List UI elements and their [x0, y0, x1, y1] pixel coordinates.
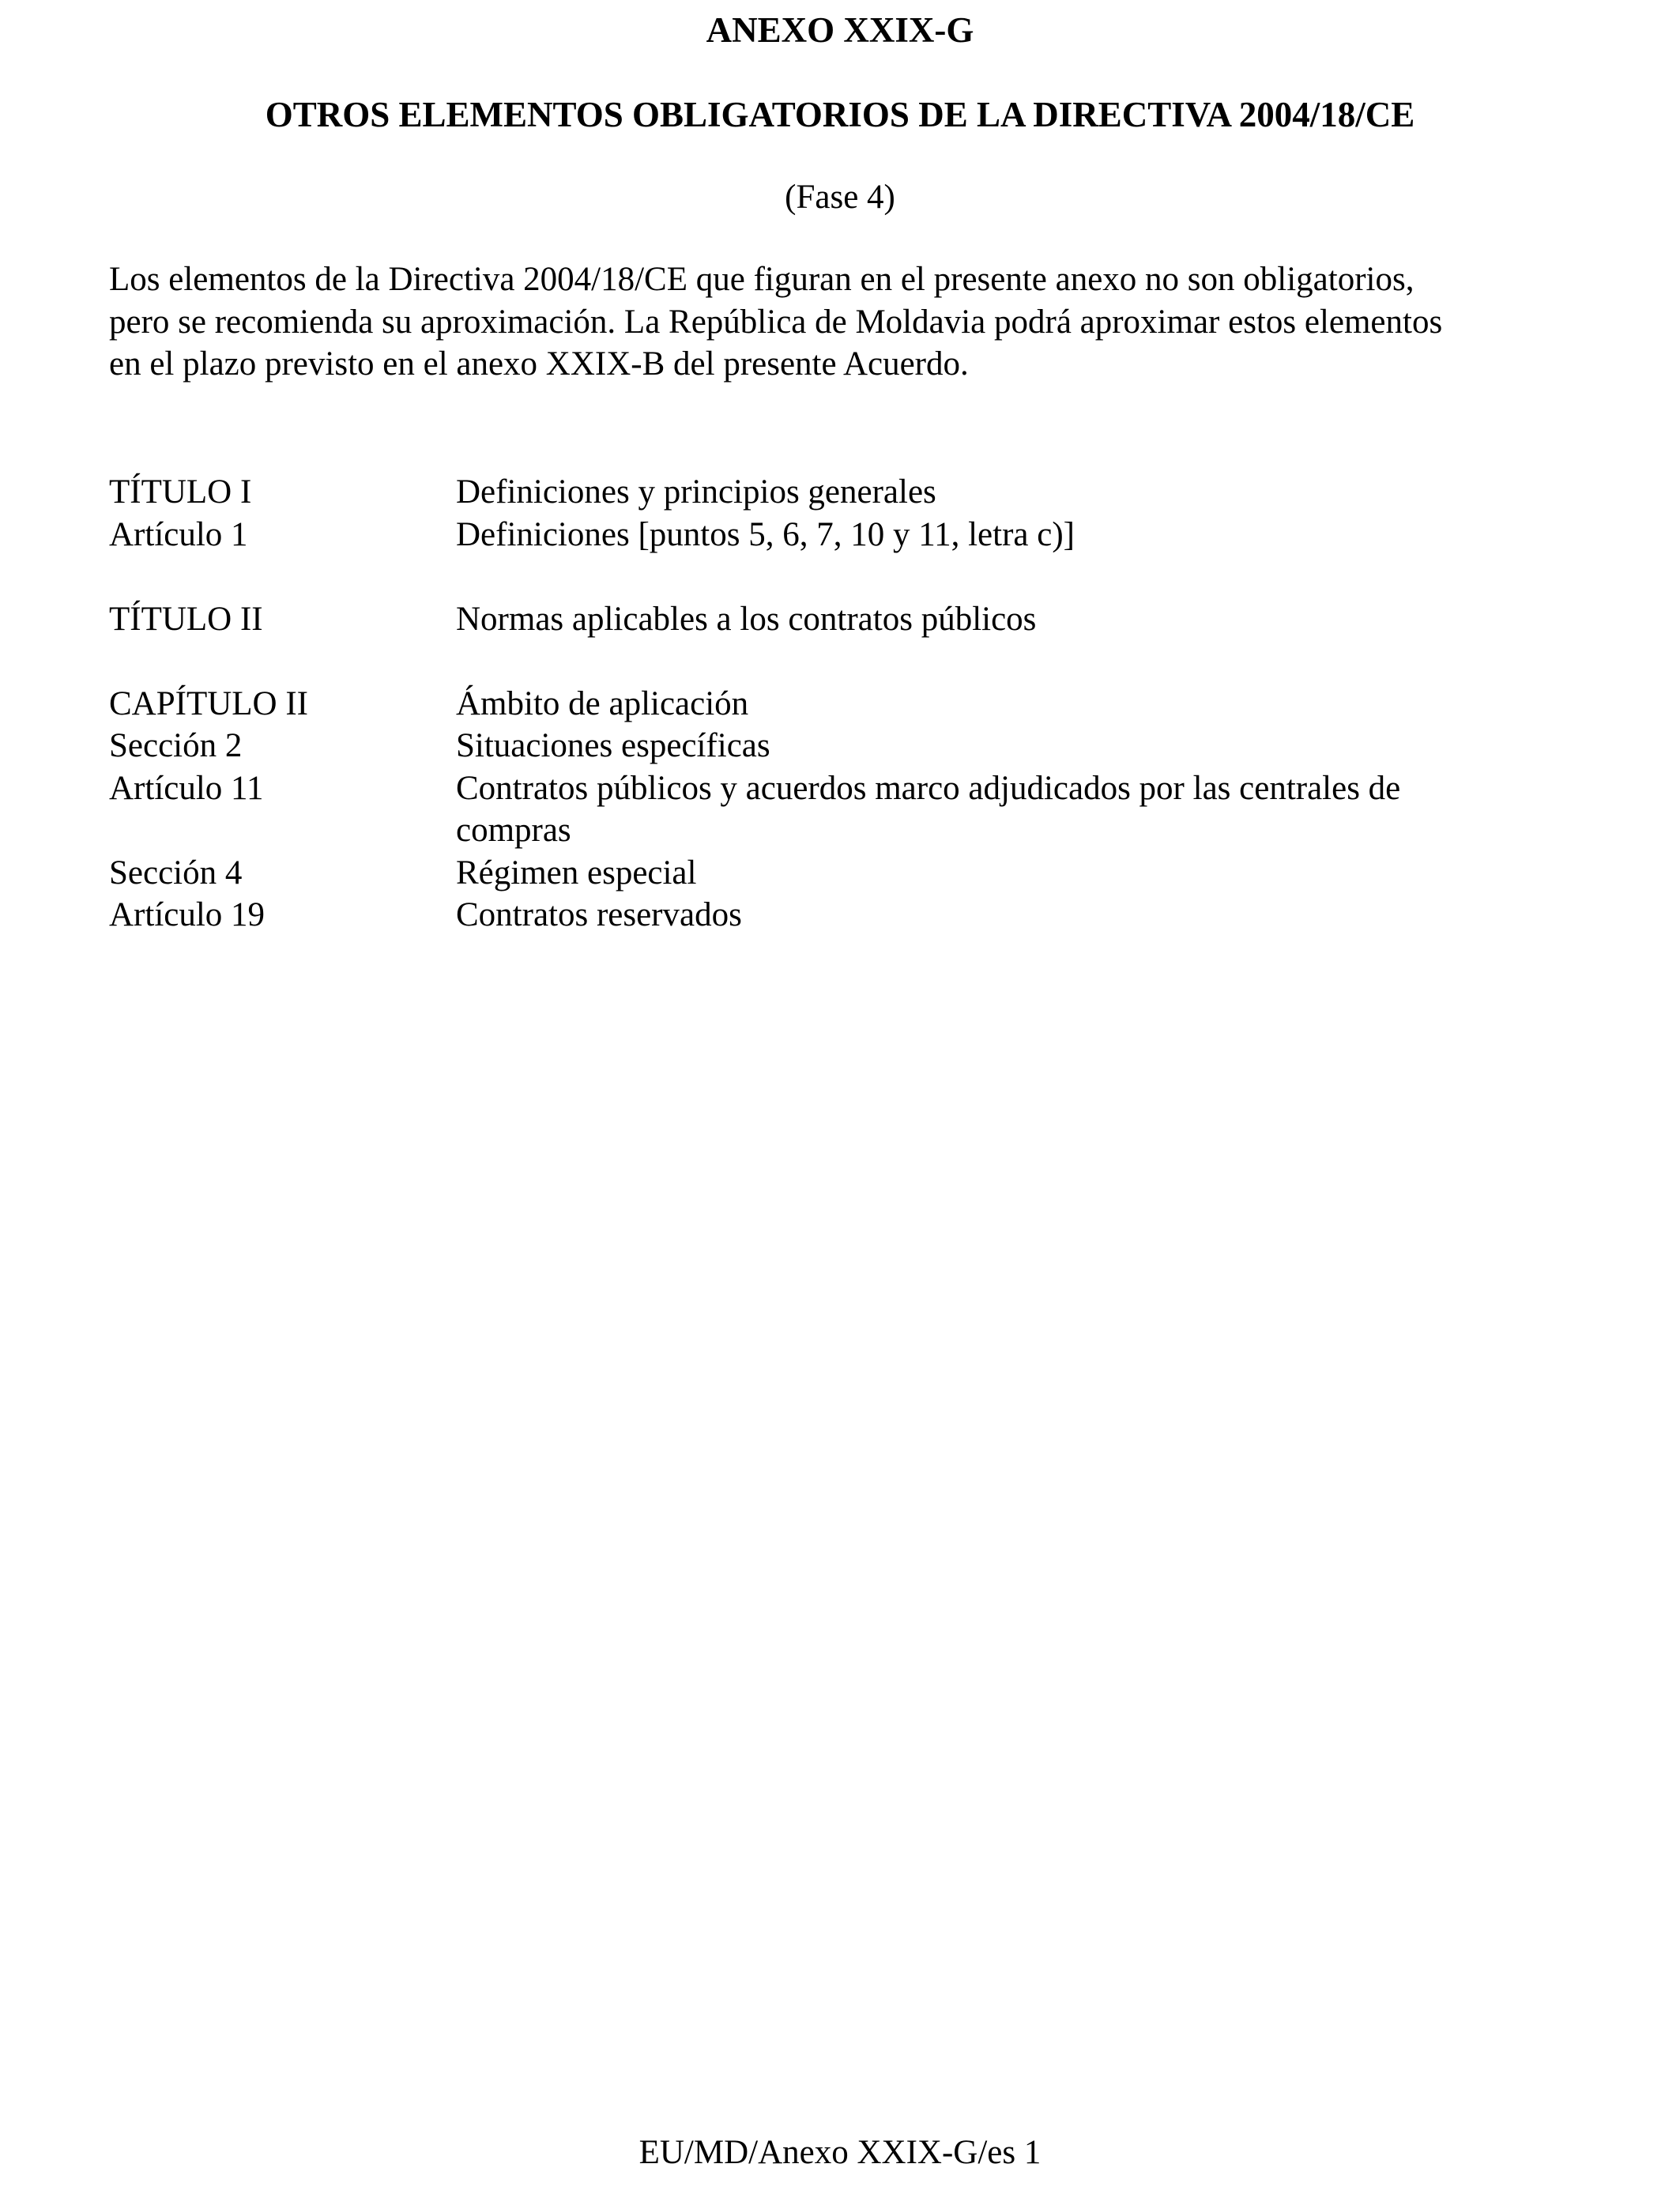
- intro-paragraph: [109, 258, 1579, 386]
- phase-label: (Fase 4): [785, 179, 895, 216]
- provision-reference: CAPÍTULO II: [109, 684, 308, 722]
- provisions-group-title-ii: [109, 598, 1579, 641]
- provision-row: [109, 471, 1579, 514]
- provision-reference: Sección 2: [109, 727, 243, 764]
- provision-reference: Sección 4: [109, 854, 243, 892]
- provision-description: Ámbito de aplicación: [456, 684, 749, 722]
- intro-line: Los elementos de la Directiva 2004/18/CE que figuran en el presente anexo no son obligatorios,: [109, 261, 1414, 298]
- provision-description: Normas aplicables a los contratos públicos: [456, 600, 1037, 638]
- provisions-group-title-i: [109, 471, 1579, 556]
- intro-line: en el plazo previsto en el anexo XXIX-B del presente Acuerdo.: [109, 345, 969, 383]
- annex-subtitle: OTROS ELEMENTOS OBLIGATORIOS DE LA DIRECTIVA 2004/18/CE: [265, 95, 1415, 134]
- provision-row: [109, 725, 1579, 767]
- intro-line: pero se recomienda su aproximación. La República de Moldavia podrá aproximar estos elementos: [109, 303, 1443, 341]
- provision-row: [109, 598, 1579, 641]
- provision-row: [109, 683, 1579, 726]
- page-footer: EU/MD/Anexo XXIX-G/es 1: [638, 2134, 1042, 2171]
- annex-title: ANEXO XXIX-G: [706, 10, 974, 50]
- provision-reference: Artículo 11: [109, 769, 264, 807]
- provision-reference: TÍTULO I: [109, 473, 252, 511]
- provisions-list: [109, 471, 1579, 978]
- provision-description: Régimen especial: [456, 854, 697, 892]
- provisions-group-chapter-ii: [109, 683, 1579, 937]
- provision-description: Contratos públicos y acuerdos marco adjudicados por las centrales de compras: [456, 769, 1401, 849]
- provision-description: Situaciones específicas: [456, 727, 770, 764]
- provision-row: [109, 767, 1579, 852]
- provision-description: Contratos reservados: [456, 896, 742, 933]
- provision-row: [109, 514, 1579, 556]
- provision-reference: Artículo 1: [109, 515, 248, 553]
- provision-description: Definiciones y principios generales: [456, 473, 936, 511]
- provision-reference: TÍTULO II: [109, 600, 263, 638]
- provision-row: [109, 852, 1579, 895]
- provision-description: Definiciones [puntos 5, 6, 7, 10 y 11, letra c)]: [456, 515, 1075, 553]
- provision-row: [109, 894, 1579, 937]
- provision-reference: Artículo 19: [109, 896, 266, 933]
